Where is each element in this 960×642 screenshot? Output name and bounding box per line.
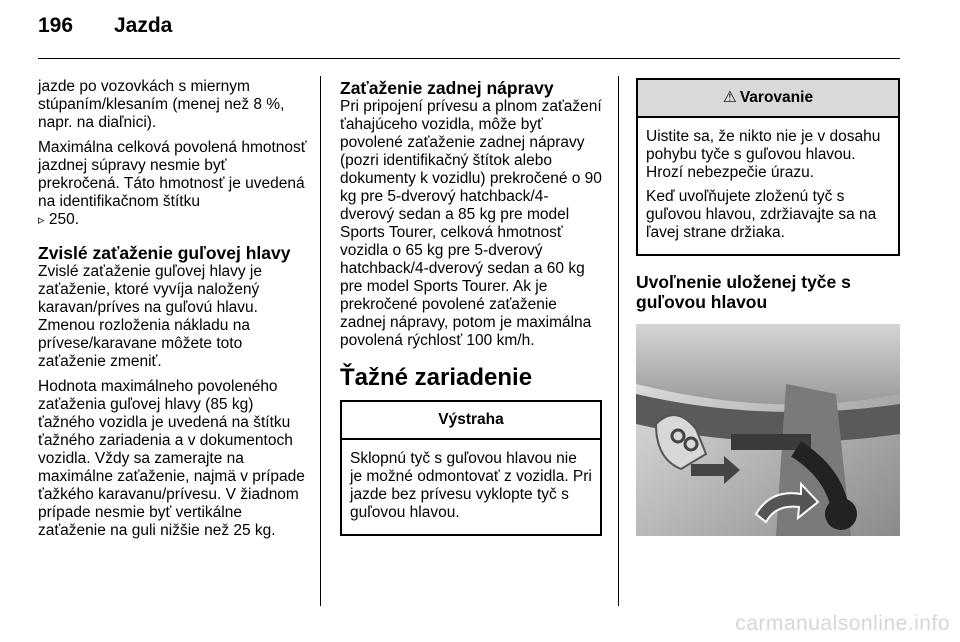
column-1 xyxy=(38,78,310,547)
section-heading: Uvoľnenie uloženej tyče s guľovou hlavou xyxy=(636,272,851,312)
section-heading: Zaťaženie zadnej nápravy xyxy=(340,78,554,98)
caution-title: Výstraha xyxy=(342,402,600,440)
watermark: carmanualsonline.info xyxy=(735,612,950,635)
page-reference: 250. xyxy=(44,211,80,228)
warning-text: Uistite sa, že nikto nie je v dosahu pohybu tyče s guľovou hlavou. Hrozí nebezpečie úrazu. xyxy=(646,128,881,181)
warning-triangle-icon: ⚠ xyxy=(722,89,737,106)
caution-box xyxy=(340,400,602,536)
column-divider-2 xyxy=(618,76,619,606)
chapter-section-title: Ťažné zariadenie xyxy=(340,364,533,391)
paragraph: Pri pripojení prívesu a plnom zaťažení ťahajúceho vozidla, môže byť povolené zaťaženie zadnej nápravy (pozri identifikačný štítok alebo dokumenty k vozidlu) prekročené o 90 kg pre 5-dverový hatchback/4-dverový sedan a 85 kg pre model Sports Tourer, celková hmotnosť vozidla o 65 kg pre 5-dverový hatchback/4-dverový sedan a 60 kg pre model Sports Tourer. Ak je prekročené povolené zaťaženie zadnej nápravy, potom je maximálna povolená rýchlosť 100 km/h. xyxy=(340,98,602,349)
paragraph: Zvislé zaťaženie guľovej hlavy je zaťaženie, ktoré vyvíja naložený karavan/príves na guľovú hlavu. Zmenou rozloženia nákladu na prívese/karavane môžete toto zaťaženie zmeniť. xyxy=(38,263,263,370)
column-2 xyxy=(340,78,602,536)
column-divider-1 xyxy=(320,76,321,606)
section-heading: Zvislé zaťaženie guľovej hlavy xyxy=(38,243,291,263)
tow-bar-release-photo xyxy=(636,324,900,536)
paragraph: Hodnota maximálneho povoleného zaťaženia guľovej hlavy (85 kg) ťažného vozidla je uvedená na štítku ťažného zariadenia a v dokumentoch vozidla. Vždy sa zamerajte na maximálne zaťaženie, najmä v prípade ťažkého karavanu/prívesu. V žiadnom prípade nesmie byť vertikálne zaťaženie na guli nižšie než 25 kg. xyxy=(38,378,305,539)
caution-text: Sklopnú tyč s guľovou hlavou nie je možné odmontovať z vozidla. Pri jazde bez prívesu vyklopte tyč s guľovou hlavou. xyxy=(350,450,592,521)
page-reference-icon: ▹ xyxy=(38,212,45,227)
paragraph: jazde po vozovkách s miernym stúpaním/klesaním (menej než 8 %, napr. na diaľnici). xyxy=(38,78,285,131)
paragraph: Maximálna celková povolená hmotnosť jazdnej súpravy nesmie byť prekročená. Táto hmotnosť je uvedená na identifikačnom štítku ▹ 250. xyxy=(38,139,307,228)
chapter-title: Jazda xyxy=(114,14,173,37)
warning-header xyxy=(638,80,898,118)
page-header xyxy=(38,14,172,38)
page-number: 196 xyxy=(38,14,74,37)
warning-box xyxy=(636,78,900,256)
warning-text: Keď uvoľňujete zloženú tyč s guľovou hlavou, zdržiavajte sa na ľavej strane držiaka. xyxy=(646,188,877,241)
column-3 xyxy=(636,78,900,536)
warning-title: Varovanie xyxy=(739,89,814,106)
header-rule xyxy=(38,58,900,59)
